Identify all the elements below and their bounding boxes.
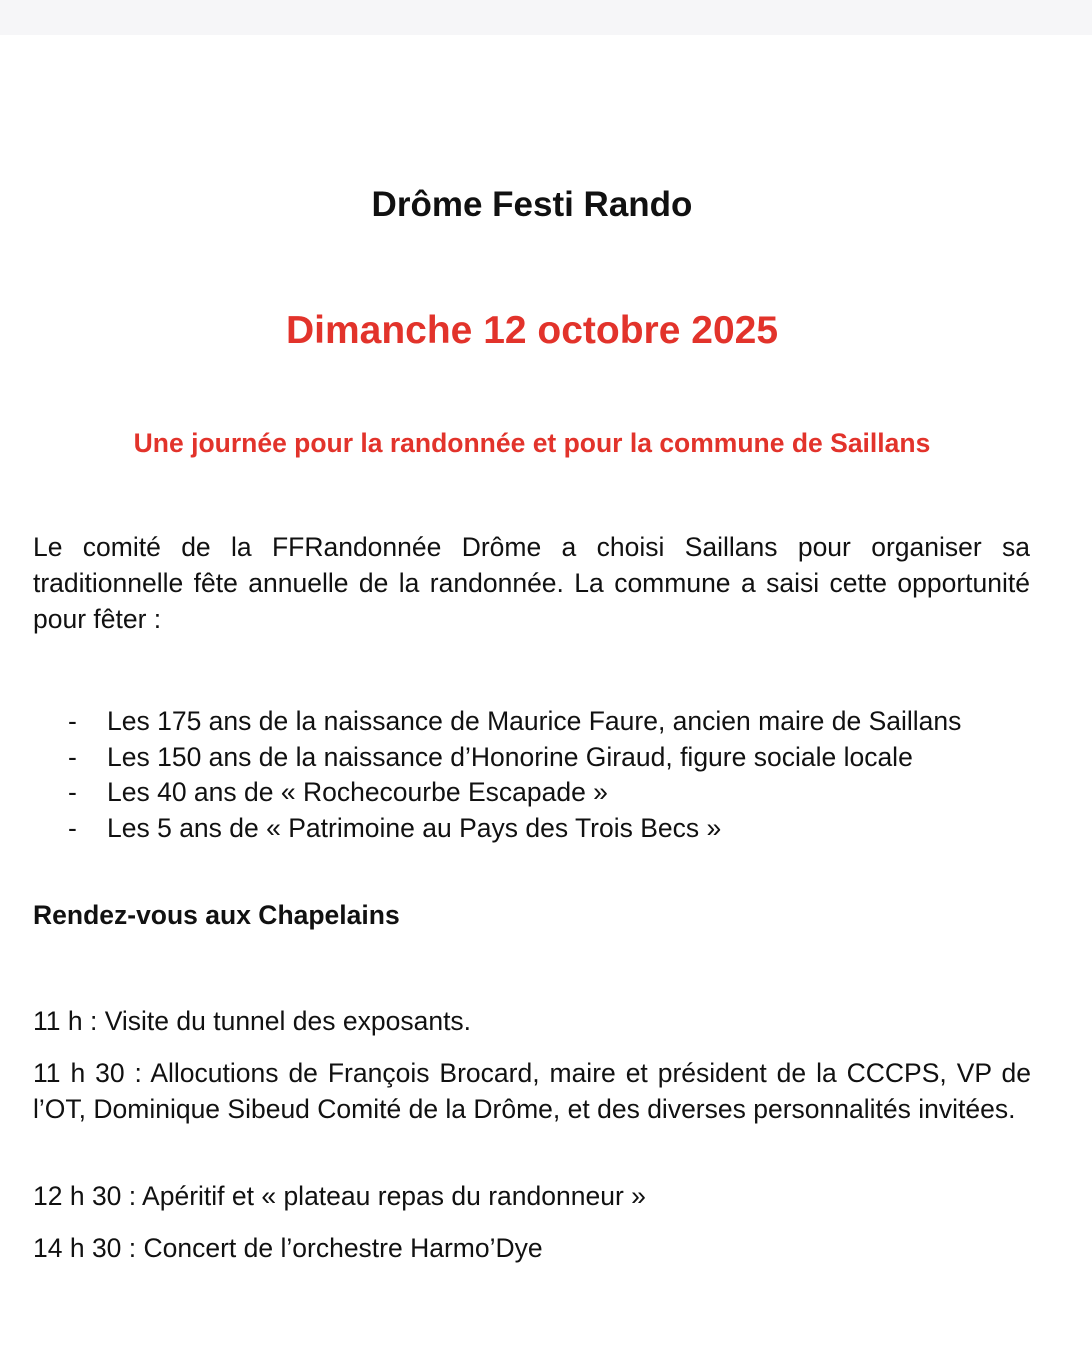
meeting-heading: Rendez-vous aux Chapelains (33, 900, 400, 930)
event-date: Dimanche 12 octobre 2025 (285, 309, 779, 352)
list-item-text: Les 5 ans de « Patrimoine au Pays des Trois Becs » (107, 812, 722, 843)
list-item (33, 740, 1043, 776)
schedule-item: 11 h 30 : Allocutions de François Brocard, maire et président de la CCCPS, VP de l’OT, Dominique Sibeud Comité de la Drôme, et des diverses personnalités invitées. (33, 1058, 1031, 1124)
intro-paragraph: Le comité de la FFRandonnée Drôme a choisi Saillans pour organiser sa traditionnelle fête annuelle de la randonnée. La commune a saisi cette opportunité pour fêter : (33, 532, 1030, 634)
schedule-item: 11 h : Visite du tunnel des exposants. (33, 1006, 472, 1036)
list-item-text: Les 175 ans de la naissance de Maurice Faure, ancien maire de Saillans (107, 706, 962, 736)
event-subtitle: Une journée pour la randonnée et pour la commune de Saillans (133, 428, 931, 458)
page-title: Drôme Festi Rando (371, 185, 693, 224)
list-item (33, 704, 1043, 740)
bullet-dash: - (68, 706, 77, 736)
list-item (33, 775, 1043, 811)
list-item (33, 811, 1043, 847)
list-item-text: Les 150 ans de la naissance d’Honorine Giraud, figure sociale locale (107, 741, 913, 772)
list-item-text: Les 40 ans de « Rochecourbe Escapade » (107, 777, 608, 807)
document-page (0, 35, 1092, 1355)
celebration-list (33, 704, 1043, 846)
bullet-dash: - (68, 812, 77, 843)
top-bar (0, 0, 1092, 35)
bullet-dash: - (68, 741, 77, 772)
schedule-item: 12 h 30 : Apéritif et « plateau repas du randonneur » (33, 1181, 646, 1211)
bullet-dash: - (68, 777, 77, 807)
schedule-item: 14 h 30 : Concert de l’orchestre Harmo’Dye (33, 1233, 543, 1263)
